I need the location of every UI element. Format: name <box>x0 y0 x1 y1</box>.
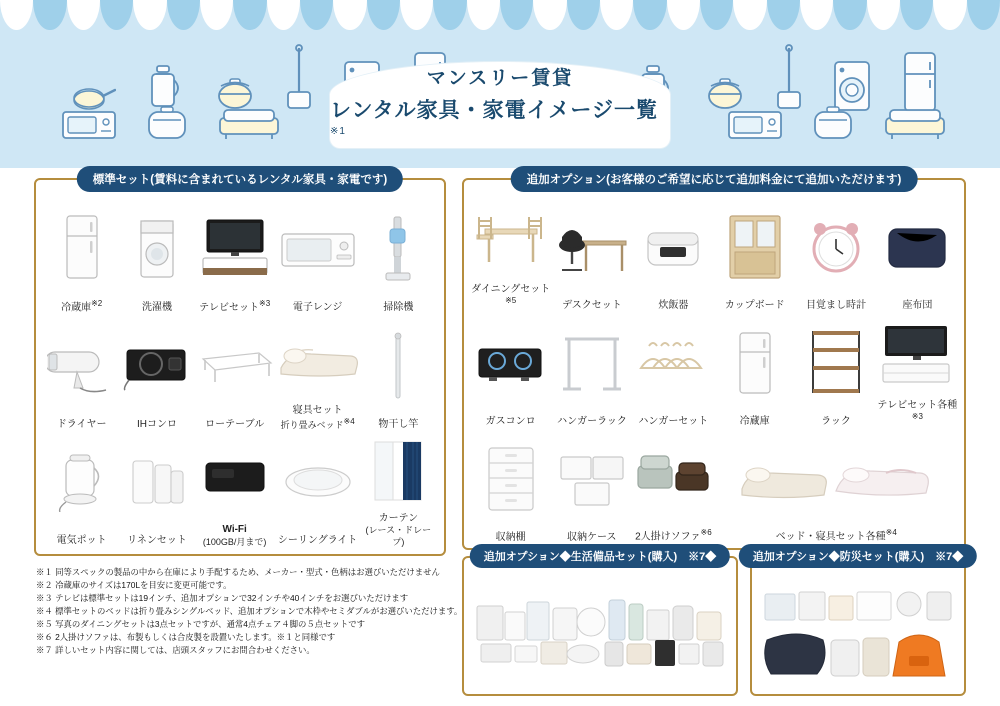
item-label: 電気ポット <box>56 535 107 547</box>
item-ceiling-light <box>275 431 361 548</box>
item-label: IHコンロ <box>136 418 177 430</box>
cushion-icon <box>877 196 958 298</box>
option-row-2 <box>470 312 958 428</box>
item-label: ドライヤー <box>56 418 107 430</box>
item-label: 洗濯機 <box>141 302 172 314</box>
rice-cooker-icon <box>810 104 856 142</box>
item-refrigerator-option <box>714 312 795 428</box>
item-cushion <box>877 196 958 312</box>
item-label: テレビセット各種 <box>877 399 958 411</box>
item-vacuum <box>361 198 436 315</box>
item-curtain <box>361 431 436 548</box>
item-label: Wi-Fi <box>222 524 247 536</box>
gas-stove-icon <box>470 312 551 414</box>
item-clothes-pole <box>361 315 436 432</box>
microwave-icon <box>275 198 361 300</box>
item-label: テレビセット <box>199 302 259 314</box>
cupboard-icon <box>714 196 795 298</box>
item-label: 冷蔵庫 <box>739 415 770 427</box>
refrigerator-icon <box>44 198 119 297</box>
item-hanger-rack <box>551 312 632 428</box>
linen-set-icon <box>119 431 194 533</box>
clothes-pole-icon <box>361 315 436 417</box>
two-seat-sofa-icon <box>632 428 714 526</box>
standard-set-title: 標準セット(賃料に含まれているレンタル家具・家電です) <box>77 166 403 192</box>
item-label: シーリングライト <box>277 535 358 547</box>
shelf-rack-icon <box>795 312 876 414</box>
item-label: 目覚まし時計 <box>805 299 866 311</box>
refrigerator-icon <box>714 312 795 414</box>
footnote-1: ※１ 同等スペックの製品の中から在庫により手配するため、メーカー・型式・色柄はお選びいただけません <box>36 567 440 577</box>
option-panel <box>462 174 966 550</box>
header-icons-right-row2 <box>726 104 948 142</box>
item-low-table <box>195 315 275 432</box>
item-label: 収納棚 <box>495 531 526 543</box>
sofa-icon <box>882 106 948 142</box>
item-label: 掃除機 <box>383 302 414 314</box>
item-washing-machine <box>119 198 194 315</box>
hanger-set-icon <box>633 312 714 414</box>
electric-kettle-icon <box>44 431 119 533</box>
item-storage-chest <box>470 428 551 544</box>
alarm-clock-icon <box>795 196 876 298</box>
item-tv-set: テレビセット$^{※3}$ <box>195 198 275 315</box>
storage-case-icon <box>551 428 632 530</box>
bed-bedding-icon <box>714 428 958 526</box>
item-ih-cooker <box>119 315 194 432</box>
low-table-icon <box>195 315 275 417</box>
item-label: 収納ケース <box>567 531 617 543</box>
mop-icon <box>284 44 314 114</box>
item-label: ダイニングセット <box>471 283 551 295</box>
desk-set-icon <box>551 196 632 298</box>
disaster-kit-title: 追加オプション◆防災セット(購入) ※7◆ <box>739 544 977 568</box>
option-panel-title: 追加オプション(お客様のご希望に応じて追加料金にて追加いただけます) <box>511 166 918 192</box>
scallop-edge <box>0 0 1000 30</box>
page-title <box>330 62 670 148</box>
option-row-1 <box>470 196 958 312</box>
item-label: 電子レンジ <box>292 302 343 314</box>
option-row-3 <box>470 428 958 544</box>
title-line-1: マンスリー賃貸 <box>426 67 574 89</box>
item-refrigerator: 冷蔵庫$^{※2}$ <box>44 198 119 315</box>
item-label: ハンガーラック <box>557 415 627 427</box>
item-label: デスクセット <box>562 299 622 311</box>
washing-machine-icon <box>119 198 194 300</box>
item-hairdryer <box>44 315 119 432</box>
item-label: リネンセット <box>127 535 187 547</box>
item-label: 炊飯器 <box>658 299 689 311</box>
item-label: ラック <box>821 415 851 427</box>
item-label: 2人掛けソファ <box>635 531 701 543</box>
item-dining-set: ダイニングセット$^{※5}$ <box>470 196 551 312</box>
footnote-7: ※７ 詳しいセット内容に関しては、店頭スタッフにお問合わせください。 <box>36 645 315 656</box>
item-gas-stove <box>470 312 551 428</box>
microwave-icon <box>60 108 118 142</box>
microwave-icon <box>726 108 784 142</box>
tv-set-icon <box>877 312 958 398</box>
item-label: ベッド・寝具セット各種 <box>775 531 886 543</box>
item-linen-set <box>119 431 194 548</box>
disaster-kit-panel <box>750 551 966 696</box>
item-electric-kettle <box>44 431 119 548</box>
item-bedding-set <box>275 315 361 432</box>
item-cupboard <box>714 196 795 312</box>
item-desk-set <box>551 196 632 312</box>
rice-cooker-icon <box>633 196 714 298</box>
item-tv-set-option: テレビセット各種$^{※3}$ <box>877 312 958 428</box>
vacuum-icon <box>361 198 436 300</box>
item-wifi <box>195 431 275 548</box>
item-label: 物干し竿 <box>378 418 419 430</box>
living-goods-photo <box>470 578 730 690</box>
title-note: ※1 <box>330 125 346 137</box>
ceiling-light-icon <box>275 431 361 533</box>
item-label: 冷蔵庫 <box>61 302 92 314</box>
footnote-6: ※６ 2人掛けソファは、布製もしくは合皮製を設置いたします。※１と同様です <box>36 632 336 643</box>
item-rice-cooker <box>633 196 714 312</box>
footnotes <box>36 566 463 657</box>
header-icons-left-row2 <box>60 104 282 142</box>
bedding-set-icon <box>275 315 361 403</box>
item-sublabel: (100GB/月まで) <box>202 536 267 547</box>
header-banner <box>0 0 1000 168</box>
ih-cooker-icon <box>119 315 194 417</box>
disaster-kit-photo <box>758 578 958 690</box>
footnote-3: ※３ テレビは標準セットは19インチ、追加オプションで32インチや40インチをお選びいただけます <box>36 593 409 604</box>
item-label: 寝具セット <box>292 404 343 416</box>
rice-cooker-icon <box>144 104 190 142</box>
item-two-seat-sofa: 2人掛けソファ$^{※6}$ <box>632 428 714 544</box>
item-alarm-clock <box>795 196 876 312</box>
item-label: 座布団 <box>902 299 933 311</box>
living-goods-panel <box>462 551 738 696</box>
item-sublabel: (レース・ドレープ) <box>365 525 432 547</box>
item-label: ローテーブル <box>205 418 265 430</box>
tv-stand-icon <box>195 198 275 297</box>
title-line-2: レンタル家具・家電イメージ一覧$^{※1}$ <box>330 98 659 137</box>
living-goods-title: 追加オプション◆生活備品セット(購入) ※7◆ <box>470 544 730 568</box>
storage-chest-icon <box>470 428 551 530</box>
item-label: カーテン <box>378 512 419 524</box>
footnote-4: ※４ 標準セットのベッドは折り畳みシングルベッド、追加オプションで木枠やセミダブルがお選びいただけます。 <box>36 606 463 617</box>
item-sublabel: 折り畳みベッド$^{※4}$ <box>280 417 355 431</box>
item-shelf-rack <box>795 312 876 428</box>
item-hanger-set <box>633 312 714 428</box>
item-label: ガスコンロ <box>485 415 536 427</box>
footnote-2: ※２ 冷蔵庫のサイズは170Lを目安に変更可能です。 <box>36 580 232 591</box>
item-microwave <box>275 198 361 315</box>
item-bed-bedding: ベッド・寝具セット各種$^{※4}$ <box>714 428 958 544</box>
item-label: カップボード <box>724 299 785 311</box>
hairdryer-icon <box>44 315 119 417</box>
dining-set-icon <box>470 196 551 282</box>
curtain-icon <box>361 431 436 511</box>
item-storage-case <box>551 428 632 544</box>
item-label: ハンガーセット <box>638 415 709 427</box>
wifi-router-icon <box>195 431 275 522</box>
standard-set-panel <box>34 174 446 556</box>
sofa-icon <box>216 106 282 142</box>
footnote-5: ※５ 写真のダイニングセットは3点セットですが、通常4点チェア４脚の５点セットです <box>36 619 365 630</box>
hanger-rack-icon <box>551 312 632 414</box>
